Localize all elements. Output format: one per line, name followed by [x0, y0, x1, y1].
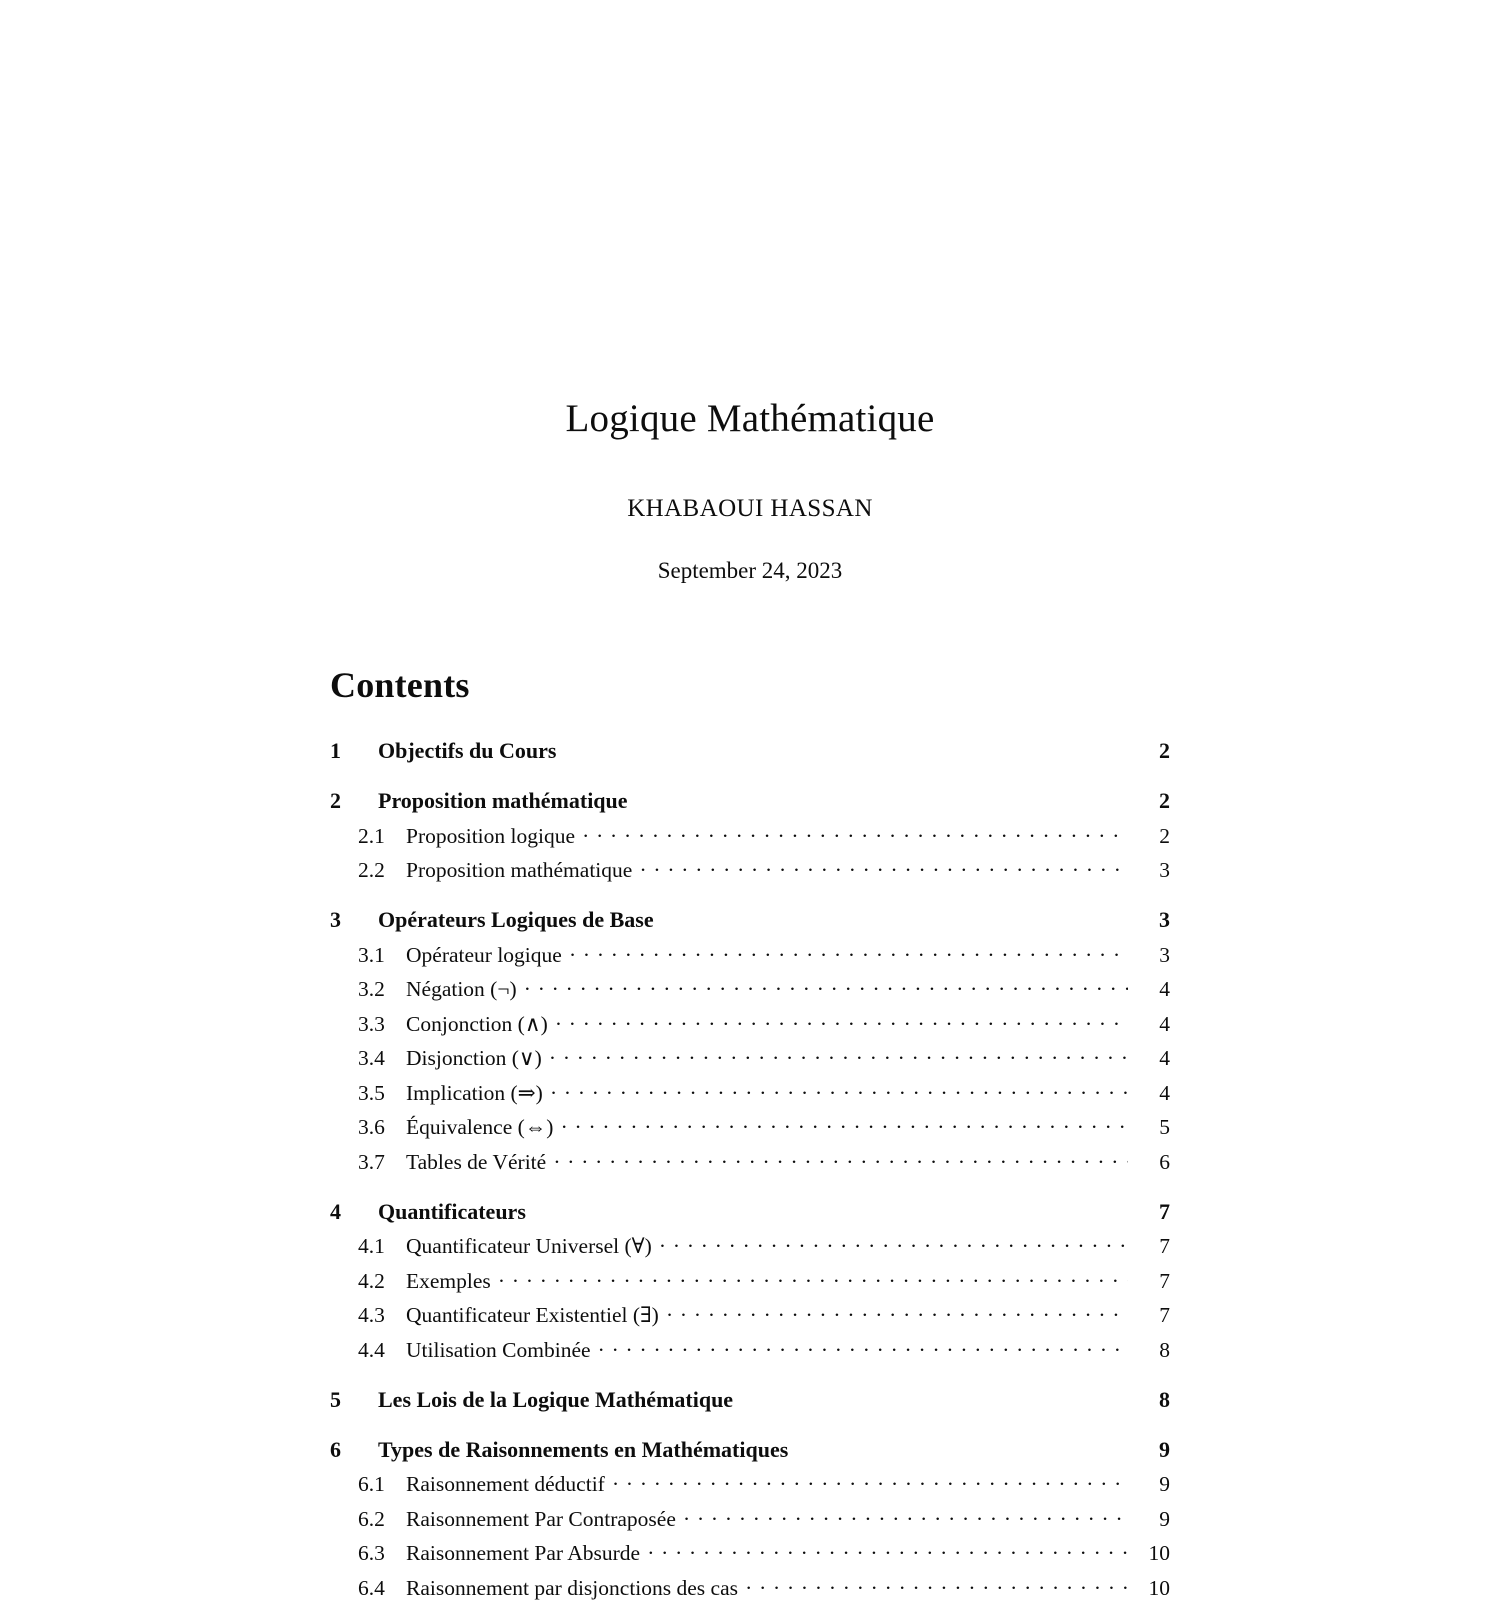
toc-label: Opérateurs Logiques de Base: [378, 907, 654, 932]
toc-number: 2.2: [358, 858, 385, 882]
toc-label: Disjonction (∨): [406, 1046, 542, 1070]
toc-page: 7: [1159, 1303, 1170, 1327]
toc-page: 7: [1159, 1268, 1170, 1293]
toc-number: 3.1: [358, 942, 385, 967]
toc-page: 4: [1159, 1080, 1170, 1105]
toc-entry[interactable]: [330, 1009, 1170, 1037]
toc-number: 6.3: [358, 1541, 385, 1565]
toc-leader: [662, 905, 1128, 927]
toc-number: 4: [330, 1198, 341, 1224]
toc-leader: [648, 1539, 1128, 1561]
toc-leader: [684, 1504, 1128, 1526]
toc-entry[interactable]: [330, 1435, 1170, 1463]
toc-number: 1: [330, 738, 341, 763]
toc-label: Raisonnement déductif: [406, 1472, 605, 1496]
toc-label: Les Lois de la Logique Mathématique: [378, 1386, 734, 1412]
toc-number: 3: [330, 907, 341, 932]
toc-page: 8: [1159, 1337, 1170, 1362]
toc-leader: [741, 1385, 1128, 1407]
toc-leader: [660, 1232, 1128, 1254]
toc-entry[interactable]: [330, 975, 1170, 1003]
toc-number: 3.5: [358, 1080, 385, 1105]
toc-page: 9: [1159, 1472, 1170, 1496]
toc-leader: [561, 1113, 1128, 1135]
toc-entry[interactable]: [330, 1197, 1170, 1225]
toc-leader: [746, 1573, 1128, 1595]
toc-entry[interactable]: [330, 1470, 1170, 1498]
toc-entry[interactable]: [330, 1266, 1170, 1294]
toc-page: 3: [1159, 907, 1170, 932]
toc-number: 4.1: [358, 1234, 385, 1258]
toc-leader: [499, 1266, 1128, 1288]
toc-page: 9: [1159, 1506, 1170, 1531]
toc-number: 2.1: [358, 823, 385, 848]
toc-page: 2: [1159, 823, 1170, 848]
toc-entry[interactable]: [330, 1044, 1170, 1072]
toc-label: Quantificateur Universel (∀): [406, 1234, 652, 1258]
toc-leader: [599, 1335, 1128, 1357]
toc-page: 2: [1159, 788, 1170, 813]
toc-page: 3: [1159, 942, 1170, 967]
toc-label: Utilisation Combinée: [406, 1337, 591, 1362]
toc-page: 7: [1159, 1198, 1170, 1224]
toc-label: Implication (⇒): [406, 1080, 543, 1105]
toc-entry[interactable]: [330, 1232, 1170, 1260]
toc-label: Proposition mathématique: [406, 858, 633, 882]
page-title: Logique Mathématique: [565, 397, 935, 440]
toc-entry[interactable]: [330, 856, 1170, 884]
toc-leader: [554, 1147, 1128, 1169]
toc-label: Tables de Vérité: [406, 1149, 547, 1174]
toc-number: 4.4: [358, 1337, 385, 1362]
toc-number: 4.2: [358, 1268, 385, 1293]
toc-label: Quantificateur Existentiel (∃): [406, 1303, 659, 1327]
toc-number: 3.3: [358, 1011, 385, 1036]
toc-entry[interactable]: [330, 1504, 1170, 1532]
toc-entry[interactable]: [330, 1113, 1170, 1141]
document-author: KHABAOUI HASSAN: [627, 495, 873, 522]
toc-page: 8: [1159, 1386, 1170, 1412]
document-date: September 24, 2023: [657, 558, 843, 583]
toc-label: Proposition mathématique: [378, 788, 628, 813]
toc-page: 3: [1159, 858, 1170, 882]
toc-number: 6.4: [358, 1575, 385, 1600]
toc-page: 10: [1148, 1575, 1170, 1600]
toc-page: 4: [1159, 1046, 1170, 1070]
toc-label: Équivalence (⇔): [406, 1115, 554, 1139]
toc-entry[interactable]: [330, 1078, 1170, 1106]
toc-leader: [550, 1044, 1128, 1066]
toc-entry[interactable]: [330, 940, 1170, 968]
toc-number: 3.2: [358, 977, 385, 1001]
toc-number: 3.6: [358, 1115, 385, 1139]
toc-number: 6: [330, 1436, 341, 1462]
toc-leader: [667, 1301, 1128, 1323]
toc-page: 2: [1159, 738, 1170, 763]
toc-leader: [583, 821, 1128, 843]
toc-leader: [525, 975, 1128, 997]
toc-label: Négation (¬): [406, 977, 517, 1001]
toc-leader: [534, 1197, 1128, 1219]
toc-number: 5: [330, 1386, 341, 1412]
toc-leader: [613, 1470, 1128, 1492]
toc-number: 4.3: [358, 1303, 385, 1327]
toc-label: Exemples: [406, 1268, 491, 1293]
toc-entry[interactable]: [330, 1301, 1170, 1329]
toc-label: Raisonnement Par Absurde: [406, 1541, 641, 1565]
toc-label: Quantificateurs: [378, 1198, 526, 1224]
toc-label: Proposition logique: [406, 823, 576, 848]
toc-leader: [556, 1009, 1128, 1031]
toc-entry[interactable]: [330, 1147, 1170, 1175]
toc-leader: [570, 940, 1128, 962]
toc-number: 3.7: [358, 1149, 385, 1174]
toc-leader: [636, 786, 1128, 808]
toc-page: 5: [1159, 1115, 1170, 1139]
toc-number: 2: [330, 788, 341, 813]
toc-page: 4: [1159, 1011, 1170, 1036]
toc-label: Raisonnement par disjonctions des cas: [406, 1575, 738, 1600]
toc-number: 6.2: [358, 1506, 385, 1531]
toc-entry[interactable]: [330, 786, 1170, 814]
toc-page: 6: [1159, 1149, 1170, 1174]
toc-entry[interactable]: [330, 821, 1170, 849]
toc-entry[interactable]: [330, 905, 1170, 933]
toc-number: 3.4: [358, 1046, 385, 1070]
toc-number: 6.1: [358, 1472, 385, 1496]
toc-leader: [564, 736, 1128, 758]
toc-entry[interactable]: [330, 1539, 1170, 1567]
toc-entry[interactable]: [330, 1385, 1170, 1413]
toc-leader: [551, 1078, 1128, 1100]
toc-label: Conjonction (∧): [406, 1011, 548, 1036]
toc-leader: [640, 856, 1128, 878]
toc-label: Objectifs du Cours: [378, 738, 557, 763]
toc-label: Types de Raisonnements en Mathématiques: [378, 1436, 789, 1462]
table-of-contents: [330, 736, 1170, 1601]
toc-leader: [796, 1435, 1128, 1457]
contents-heading: Contents: [330, 665, 470, 705]
toc-page: 4: [1159, 977, 1170, 1001]
toc-page: 7: [1159, 1234, 1170, 1258]
toc-label: Raisonnement Par Contraposée: [406, 1506, 676, 1531]
toc-entry[interactable]: [330, 736, 1170, 764]
toc-page: 10: [1148, 1541, 1170, 1565]
toc-entry[interactable]: [330, 1573, 1170, 1601]
toc-label: Opérateur logique: [406, 942, 562, 967]
toc-entry[interactable]: [330, 1335, 1170, 1363]
toc-page: 9: [1159, 1436, 1170, 1462]
